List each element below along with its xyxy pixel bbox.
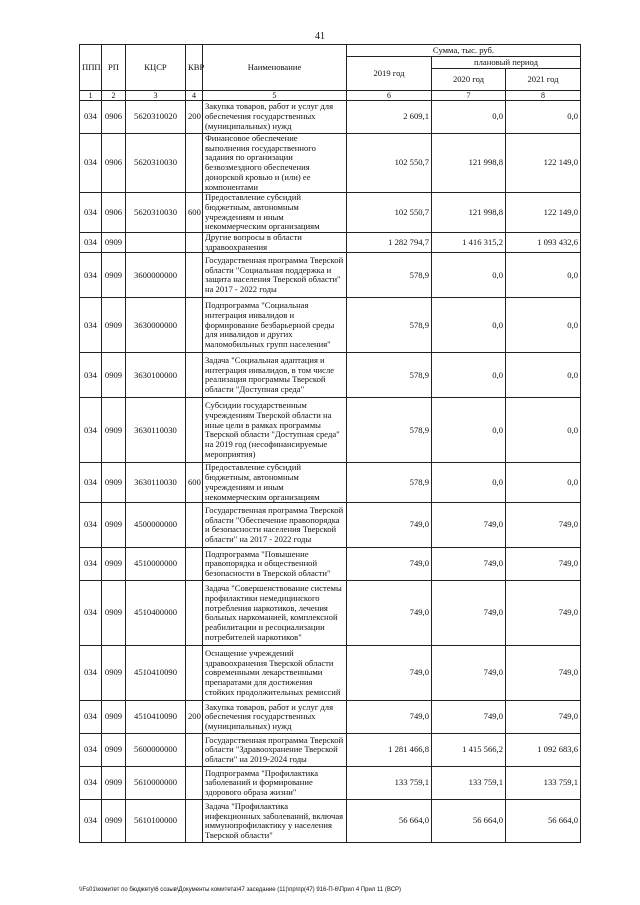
- cell-kcsr: 4510400000: [126, 581, 186, 646]
- table-row: [80, 253, 581, 298]
- cell-amount-2021: 133 759,1: [506, 767, 581, 800]
- cell-ppp: 034: [80, 233, 102, 253]
- cell-kcsr: 4500000000: [126, 503, 186, 548]
- cell-ppp: 034: [80, 581, 102, 646]
- cell-amount-2020: 749,0: [432, 503, 506, 548]
- cell-ppp: 034: [80, 193, 102, 233]
- cell-name: Задача "Социальная адаптация и интеграция инвалидов, в том числе реализация программы Тверской области "Доступная среда": [203, 353, 347, 398]
- cell-rp: 0909: [102, 253, 126, 298]
- cell-rp: 0909: [102, 298, 126, 353]
- table-row: [80, 800, 581, 843]
- header-plan-period: плановый период: [432, 57, 581, 69]
- cell-amount-2020: 121 998,8: [432, 134, 506, 193]
- cell-name: Государственная программа Тверской области "Обеспечение правопорядка и безопасности населения Тверской области" на 2017 - 2022 годы: [203, 503, 347, 548]
- cell-name: Подпрограмма "Социальная интеграция инвалидов и формирование безбарьерной среды для инвалидов и других маломобильных групп населения": [203, 298, 347, 353]
- cell-kcsr: 4510410090: [126, 701, 186, 734]
- cell-rp: 0909: [102, 398, 126, 463]
- cell-amount-2020: 749,0: [432, 646, 506, 701]
- cell-amount-2020: 0,0: [432, 463, 506, 503]
- cell-kvr: 600: [186, 463, 203, 503]
- cell-amount-2019: 1 281 466,8: [347, 734, 432, 767]
- column-number: 7: [432, 91, 506, 101]
- cell-name: Государственная программа Тверской области "Здравоохранение Тверской области" на 2019-2024 годы: [203, 734, 347, 767]
- column-number: 4: [186, 91, 203, 101]
- cell-ppp: 034: [80, 701, 102, 734]
- cell-rp: 0909: [102, 581, 126, 646]
- cell-kcsr: 3600000000: [126, 253, 186, 298]
- cell-kvr: [186, 800, 203, 843]
- cell-kcsr: 5620310030: [126, 134, 186, 193]
- cell-amount-2019: 578,9: [347, 398, 432, 463]
- table-row: [80, 233, 581, 253]
- cell-kcsr: 5600000000: [126, 734, 186, 767]
- cell-rp: 0909: [102, 800, 126, 843]
- cell-amount-2020: 0,0: [432, 253, 506, 298]
- column-number: 1: [80, 91, 102, 101]
- cell-amount-2021: 122 149,0: [506, 193, 581, 233]
- cell-ppp: 034: [80, 646, 102, 701]
- cell-rp: 0906: [102, 101, 126, 134]
- cell-amount-2020: 749,0: [432, 701, 506, 734]
- cell-kvr: [186, 734, 203, 767]
- cell-kcsr: 5610100000: [126, 800, 186, 843]
- cell-amount-2021: 56 664,0: [506, 800, 581, 843]
- cell-name: Задача "Совершенствование системы профилактики немедицинского потребления наркотиков, лечения больных наркоманией, комплексной реабилитации и ресоциализации потребителей наркотиков": [203, 581, 347, 646]
- header-year-2019: 2019 год: [347, 57, 432, 91]
- cell-kvr: [186, 398, 203, 463]
- header-kvr: КВР: [186, 45, 203, 91]
- table-row: [80, 398, 581, 463]
- cell-amount-2020: 0,0: [432, 298, 506, 353]
- cell-name: Предоставление субсидий бюджетным, автономным учреждениям и иным некоммерческим организациям: [203, 463, 347, 503]
- cell-name: Подпрограмма "Повышение правопорядка и общественной безопасности в Тверской области": [203, 548, 347, 581]
- cell-kvr: [186, 503, 203, 548]
- cell-name: Государственная программа Тверской области "Социальная поддержка и защита населения Тверской области" на 2017 - 2022 годы: [203, 253, 347, 298]
- table-row: [80, 701, 581, 734]
- cell-rp: 0909: [102, 353, 126, 398]
- cell-kvr: 600: [186, 193, 203, 233]
- cell-ppp: 034: [80, 800, 102, 843]
- cell-amount-2019: 578,9: [347, 353, 432, 398]
- cell-amount-2020: 133 759,1: [432, 767, 506, 800]
- table-row: [80, 353, 581, 398]
- cell-amount-2021: 1 092 683,6: [506, 734, 581, 767]
- header-year-2020: 2020 год: [432, 69, 506, 91]
- cell-name: Другие вопросы в области здравоохранения: [203, 233, 347, 253]
- table-body: [80, 91, 581, 843]
- cell-ppp: 034: [80, 134, 102, 193]
- table-row: [80, 767, 581, 800]
- table-row: [80, 298, 581, 353]
- cell-amount-2021: 0,0: [506, 253, 581, 298]
- cell-ppp: 034: [80, 503, 102, 548]
- cell-amount-2020: 749,0: [432, 581, 506, 646]
- footer-file-path: \\Fs01\комитет по бюджету\6 созыв\Документы комитета\47 заседание (11)\пр\пр(47) 916-П-6\Прил 4 Прил 11 (ВСР): [79, 887, 402, 893]
- cell-amount-2021: 749,0: [506, 701, 581, 734]
- cell-amount-2021: 0,0: [506, 298, 581, 353]
- cell-amount-2021: 749,0: [506, 646, 581, 701]
- cell-name: Предоставление субсидий бюджетным, автономным учреждениям и иным некоммерческим организациям: [203, 193, 347, 233]
- header-name: Наименование: [203, 45, 347, 91]
- cell-rp: 0909: [102, 767, 126, 800]
- cell-amount-2019: 2 609,1: [347, 101, 432, 134]
- cell-rp: 0906: [102, 193, 126, 233]
- header-rp: РП: [102, 45, 126, 91]
- cell-name: Закупка товаров, работ и услуг для обеспечения государственных (муниципальных) нужд: [203, 701, 347, 734]
- cell-name: Задача "Профилактика инфекционных заболеваний, включая иммунопрофилактику у населения Тверской области": [203, 800, 347, 843]
- cell-amount-2020: 749,0: [432, 548, 506, 581]
- cell-name: Финансовое обеспечение выполнения государственного задания по организации безвозмездного обеспечения донорской кровью и (или) ее компонентами: [203, 134, 347, 193]
- header-sum-title: Сумма, тыс. руб.: [347, 45, 581, 57]
- cell-ppp: 034: [80, 253, 102, 298]
- cell-amount-2020: 1 416 315,2: [432, 233, 506, 253]
- cell-amount-2019: 102 550,7: [347, 134, 432, 193]
- cell-amount-2021: 749,0: [506, 548, 581, 581]
- cell-amount-2021: 749,0: [506, 581, 581, 646]
- header-kcsr: КЦСР: [126, 45, 186, 91]
- cell-amount-2019: 102 550,7: [347, 193, 432, 233]
- cell-amount-2020: 0,0: [432, 353, 506, 398]
- cell-rp: 0909: [102, 463, 126, 503]
- header-year-2021: 2021 год: [506, 69, 581, 91]
- table-row: [80, 101, 581, 134]
- cell-kvr: [186, 581, 203, 646]
- cell-ppp: 034: [80, 101, 102, 134]
- cell-amount-2021: 122 149,0: [506, 134, 581, 193]
- cell-amount-2021: 749,0: [506, 503, 581, 548]
- cell-kcsr: 5610000000: [126, 767, 186, 800]
- column-number: 8: [506, 91, 581, 101]
- cell-amount-2019: 749,0: [347, 646, 432, 701]
- cell-ppp: 034: [80, 767, 102, 800]
- cell-kvr: [186, 767, 203, 800]
- cell-amount-2019: 749,0: [347, 701, 432, 734]
- cell-amount-2020: 121 998,8: [432, 193, 506, 233]
- cell-rp: 0909: [102, 233, 126, 253]
- cell-kcsr: [126, 233, 186, 253]
- cell-ppp: 034: [80, 548, 102, 581]
- cell-rp: 0909: [102, 734, 126, 767]
- cell-amount-2019: 578,9: [347, 298, 432, 353]
- page-number: 41: [315, 31, 325, 42]
- cell-amount-2020: 0,0: [432, 398, 506, 463]
- cell-amount-2021: 0,0: [506, 463, 581, 503]
- cell-amount-2019: 578,9: [347, 463, 432, 503]
- cell-kcsr: 4510000000: [126, 548, 186, 581]
- cell-kcsr: 3630000000: [126, 298, 186, 353]
- table-row: [80, 646, 581, 701]
- cell-ppp: 034: [80, 463, 102, 503]
- cell-rp: 0909: [102, 646, 126, 701]
- table-row: [80, 134, 581, 193]
- column-number: 6: [347, 91, 432, 101]
- budget-table: [79, 44, 581, 843]
- table-row: [80, 463, 581, 503]
- cell-amount-2019: 1 282 794,7: [347, 233, 432, 253]
- cell-kvr: [186, 646, 203, 701]
- cell-name: Закупка товаров, работ и услуг для обеспечения государственных (муниципальных) нужд: [203, 101, 347, 134]
- cell-kvr: [186, 233, 203, 253]
- cell-amount-2021: 0,0: [506, 101, 581, 134]
- cell-amount-2021: 0,0: [506, 398, 581, 463]
- cell-amount-2019: 749,0: [347, 503, 432, 548]
- cell-rp: 0906: [102, 134, 126, 193]
- cell-name: Оснащение учреждений здравоохранения Тверской области современными лекарственными препаратами для достижения стойких продолжительных ремиссий: [203, 646, 347, 701]
- cell-kvr: [186, 253, 203, 298]
- cell-kcsr: 3630110030: [126, 398, 186, 463]
- cell-kvr: [186, 548, 203, 581]
- cell-rp: 0909: [102, 503, 126, 548]
- cell-amount-2021: 0,0: [506, 353, 581, 398]
- cell-amount-2019: 133 759,1: [347, 767, 432, 800]
- table-row: [80, 503, 581, 548]
- table-row: [80, 548, 581, 581]
- table-row: [80, 734, 581, 767]
- column-number: 2: [102, 91, 126, 101]
- cell-rp: 0909: [102, 548, 126, 581]
- cell-kcsr: 3630110030: [126, 463, 186, 503]
- column-number: 5: [203, 91, 347, 101]
- cell-amount-2019: 578,9: [347, 253, 432, 298]
- cell-kvr: [186, 298, 203, 353]
- table-row: [80, 193, 581, 233]
- table-row: [80, 581, 581, 646]
- cell-kcsr: 4510410090: [126, 646, 186, 701]
- cell-ppp: 034: [80, 353, 102, 398]
- cell-ppp: 034: [80, 398, 102, 463]
- cell-kvr: [186, 353, 203, 398]
- cell-amount-2020: 0,0: [432, 101, 506, 134]
- cell-kvr: 200: [186, 101, 203, 134]
- cell-kvr: [186, 134, 203, 193]
- cell-amount-2020: 1 415 566,2: [432, 734, 506, 767]
- cell-rp: 0909: [102, 701, 126, 734]
- cell-name: Субсидии государственным учреждениям Тверской области на иные цели в рамках программы Тверской области "Доступная среда" на 2019 год (несофинансируемые мероприятия): [203, 398, 347, 463]
- cell-kcsr: 5620310020: [126, 101, 186, 134]
- column-number: 3: [126, 91, 186, 101]
- cell-amount-2019: 56 664,0: [347, 800, 432, 843]
- cell-kcsr: 3630100000: [126, 353, 186, 398]
- cell-ppp: 034: [80, 298, 102, 353]
- cell-kcsr: 5620310030: [126, 193, 186, 233]
- cell-amount-2021: 1 093 432,6: [506, 233, 581, 253]
- cell-kvr: 200: [186, 701, 203, 734]
- cell-ppp: 034: [80, 734, 102, 767]
- column-number-row: [80, 91, 581, 101]
- cell-amount-2019: 749,0: [347, 548, 432, 581]
- cell-amount-2020: 56 664,0: [432, 800, 506, 843]
- header-ppp: ППП: [80, 45, 102, 91]
- cell-amount-2019: 749,0: [347, 581, 432, 646]
- cell-name: Подпрограмма "Профилактика заболеваний и формирование здорового образа жизни": [203, 767, 347, 800]
